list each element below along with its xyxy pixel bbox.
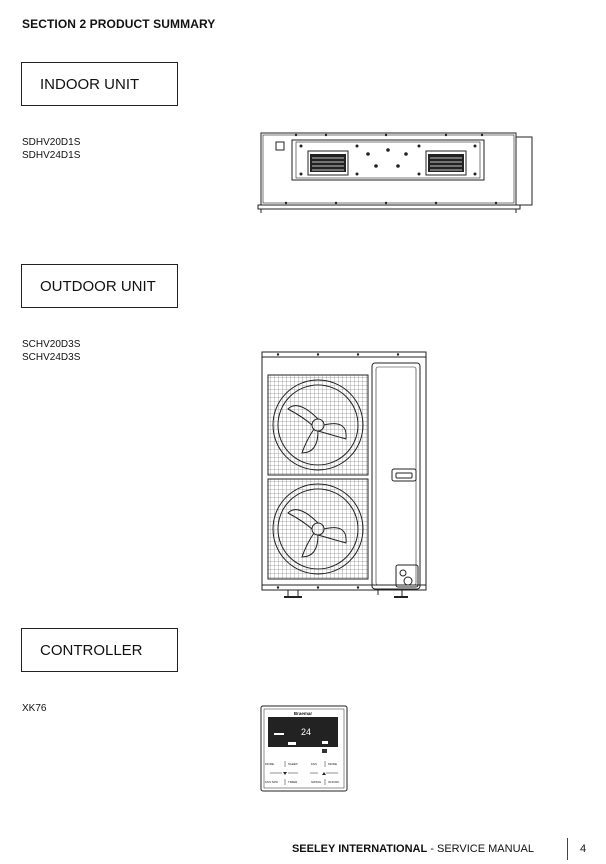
- outdoor-model-1: SCHV20D3S: [22, 339, 81, 350]
- remote-timer-button: TIMER: [288, 780, 298, 784]
- outdoor-unit-heading: OUTDOOR UNIT: [21, 264, 178, 308]
- remote-fan-speed-button: FAN SPD: [265, 780, 278, 784]
- section-title: SECTION 2 PRODUCT SUMMARY: [22, 17, 216, 31]
- remote-mode-right-button: MODE: [328, 762, 337, 766]
- controller-heading: CONTROLLER: [21, 628, 178, 672]
- footer-company: SEELEY INTERNATIONAL: [291, 843, 428, 855]
- outdoor-model-2: SCHV24D3S: [22, 352, 81, 363]
- outdoor-model-list: [22, 338, 80, 364]
- controller-model-list: [22, 702, 46, 715]
- indoor-model-list: [22, 136, 80, 162]
- indoor-unit-heading: INDOOR UNIT: [21, 62, 178, 106]
- indoor-model-2: SDHV24D1S: [22, 150, 81, 161]
- remote-swing-button: SWING: [311, 780, 322, 784]
- remote-temperature: 24: [300, 727, 312, 737]
- controller-model-1: XK76: [22, 703, 47, 714]
- indoor-model-1: SDHV20D1S: [22, 137, 81, 148]
- page-number: 4: [580, 843, 587, 855]
- footer-suffix: - SERVICE MANUAL: [427, 843, 534, 855]
- remote-mode-button: MODE: [265, 762, 274, 766]
- footer-divider: [567, 838, 568, 860]
- remote-brand: Braemar: [293, 711, 313, 716]
- remote-sleep-button: SLEEP: [288, 762, 298, 766]
- footer-text: [292, 843, 534, 855]
- remote-controller-drawing: [260, 705, 350, 793]
- remote-fan-button: FAN: [311, 762, 317, 766]
- indoor-unit-drawing: [256, 130, 538, 214]
- remote-on-off-button: ON/OFF: [328, 780, 340, 784]
- outdoor-unit-drawing: [258, 349, 430, 601]
